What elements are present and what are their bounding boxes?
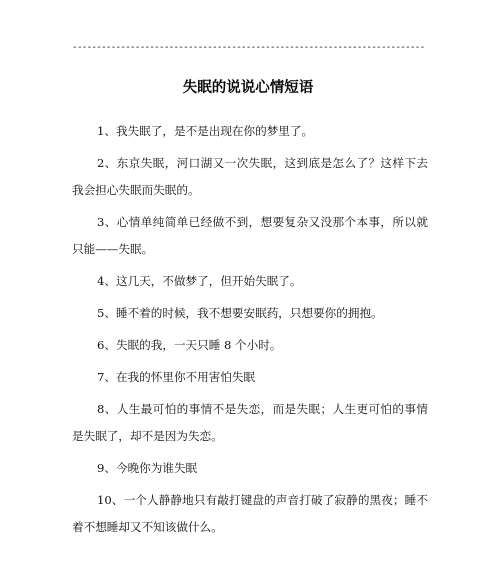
- paragraph-4: 4、这几天，不做梦了，但开始失眠了。: [97, 274, 302, 288]
- paragraph-6: 6、失眠的我，一天只睡 8 个小时。: [97, 338, 282, 352]
- paragraph-9: 9、今晚你为谁失眠: [97, 461, 198, 475]
- paragraph-8: 8、人生最可怕的事情不是失恋，而是失眠；人生更可怕的事情是失眠了，却不是因为失恋。: [72, 402, 428, 443]
- document-title: 失眠的说说心情短语: [182, 80, 314, 96]
- paragraph-2: 2、东京失眠，河口湖又一次失眠，这到底是怎么了？这样下去我会担心失眠而失眠的。: [72, 156, 428, 197]
- document-body: [72, 118, 428, 546]
- header-dashed-rule: -------------------------------------------------------------------------: [72, 42, 425, 53]
- paragraph-10: 10、一个人静静地只有敲打键盘的声音打破了寂静的黑夜；睡不着不想睡却又不知该做什么。: [72, 493, 428, 534]
- paragraph-3: 3、心情单纯简单已经做不到，想要复杂又没那个本事，所以就只能——失眠。: [72, 215, 428, 256]
- paragraph-1: 1、我失眠了，是不是出现在你的梦里了。: [97, 124, 314, 138]
- paragraph-5: 5、睡不着的时候，我不想要安眠药，只想要你的拥抱。: [97, 306, 383, 320]
- paragraph-7: 7、在我的怀里你不用害怕失眠: [97, 370, 256, 384]
